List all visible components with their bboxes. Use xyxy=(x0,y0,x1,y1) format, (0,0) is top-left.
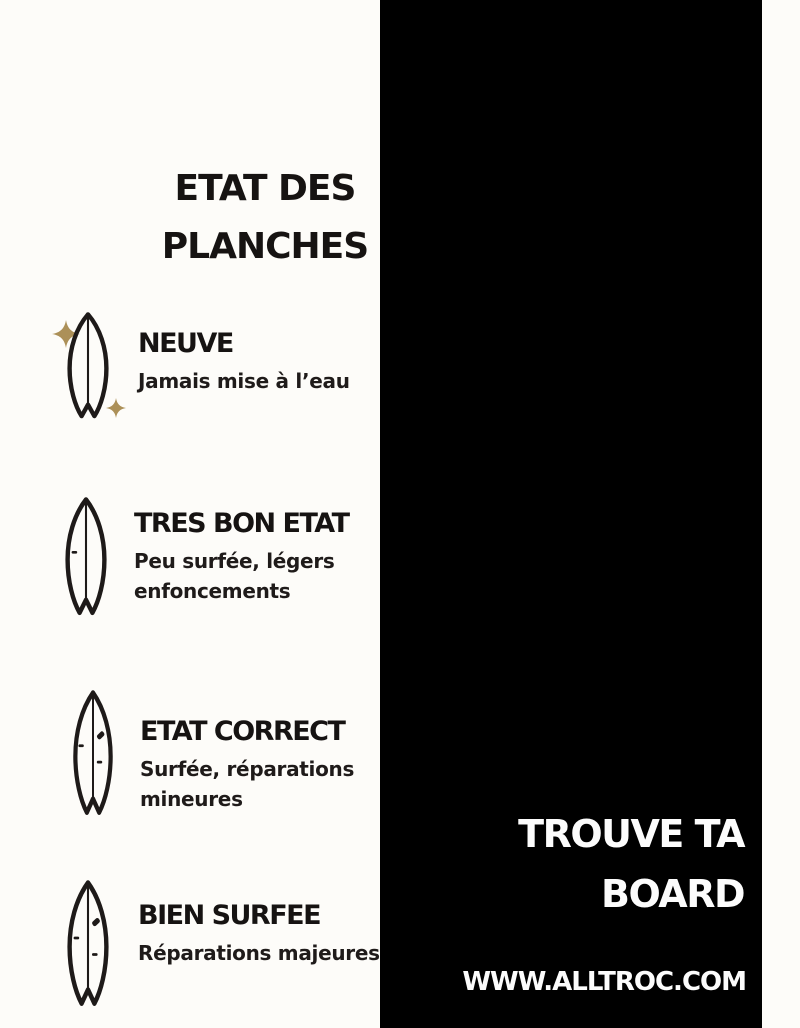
ding-mark xyxy=(97,761,102,764)
page-title-line2: PLANCHES xyxy=(161,226,369,267)
panel-headline-line1: TROUVE TA xyxy=(518,812,744,856)
condition-description-line: Surfée, réparations xyxy=(140,757,355,781)
ding-mark xyxy=(72,551,78,554)
ding-mark xyxy=(78,744,83,747)
condition-description-line: mineures xyxy=(140,787,243,811)
condition-item-neuve xyxy=(0,310,380,428)
condition-item-bien-surfee xyxy=(0,876,380,1012)
surfboard-new-icon xyxy=(64,312,112,420)
condition-description-line: enfoncements xyxy=(134,579,291,603)
repair-patch-mark xyxy=(91,917,100,927)
surfboard-three-dings-icon xyxy=(70,690,116,817)
panel-headline-line2: BOARD xyxy=(601,872,744,916)
condition-name: NEUVE xyxy=(138,328,233,359)
panel-headline xyxy=(518,804,744,924)
page-title-line1: ETAT DES xyxy=(174,168,356,209)
condition-name: ETAT CORRECT xyxy=(140,716,345,747)
condition-description xyxy=(134,546,349,606)
condition-description xyxy=(138,366,350,396)
page-title xyxy=(115,160,415,276)
surfboard-one-ding-icon xyxy=(62,497,110,617)
repair-patch-mark xyxy=(96,730,105,740)
ding-mark xyxy=(92,953,98,956)
condition-description xyxy=(138,938,380,968)
condition-description-line: Peu surfée, légers xyxy=(134,549,335,573)
condition-name: TRES BON ETAT xyxy=(134,508,349,539)
condition-description-line: Jamais mise à l’eau xyxy=(138,369,350,393)
condition-description-line: Réparations majeures xyxy=(138,941,380,965)
side-panel xyxy=(380,0,762,1028)
condition-item-tres-bon-etat xyxy=(0,494,380,624)
condition-item-etat-correct xyxy=(0,688,380,824)
condition-description xyxy=(140,754,354,814)
surfboard-major-repairs-icon xyxy=(64,880,112,1008)
condition-name: BIEN SURFEE xyxy=(138,900,321,931)
ding-mark xyxy=(74,937,80,940)
website-url: WWW.ALLTROC.COM xyxy=(462,967,746,997)
